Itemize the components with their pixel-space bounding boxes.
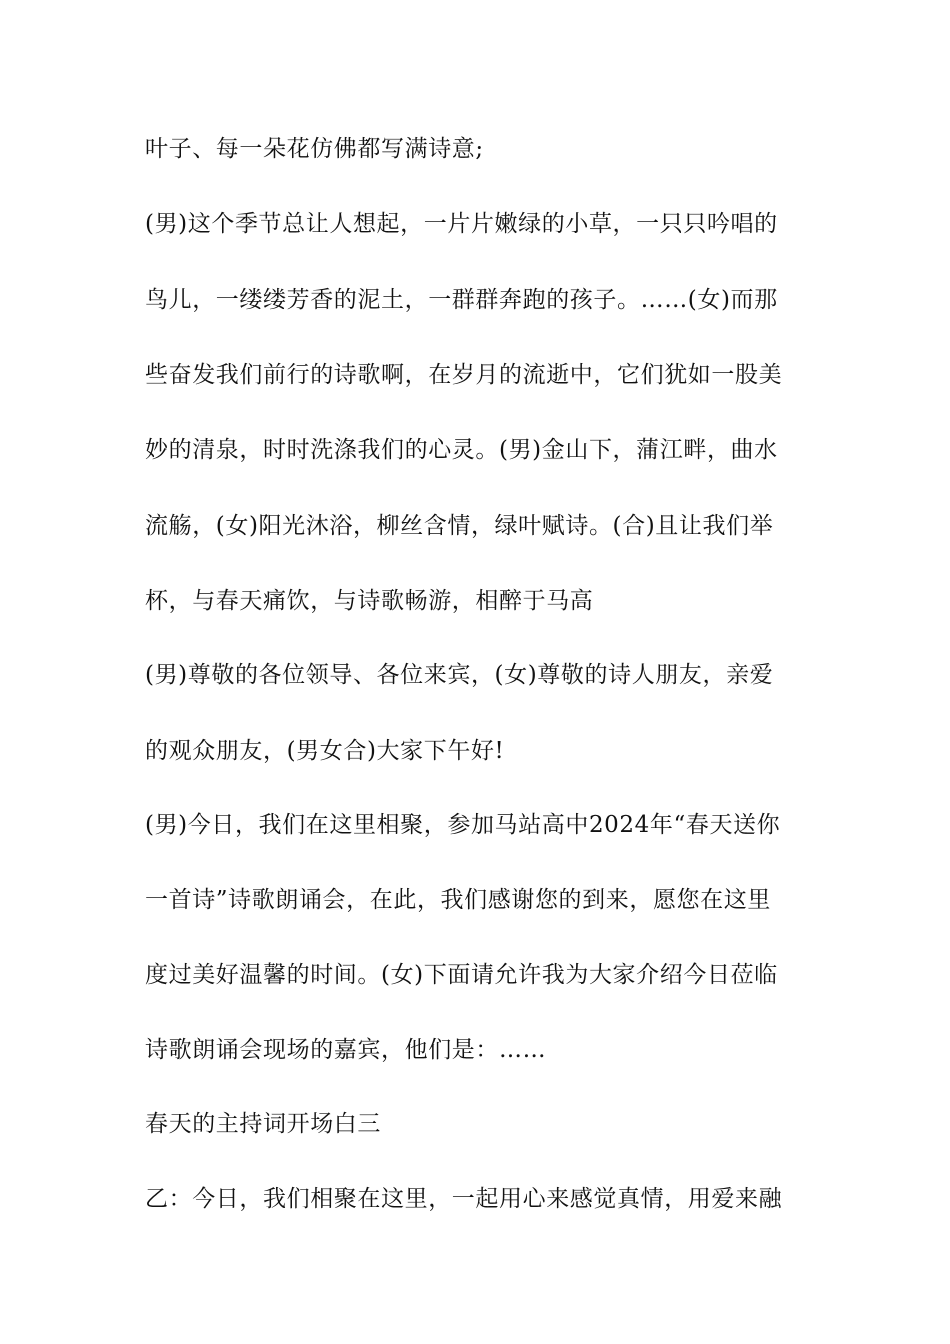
text-line: 流觞，(女)阳光沐浴，柳丝含情，绿叶赋诗。(合)且让我们举	[145, 513, 774, 539]
text-line: (男)今日，我们在这里相聚，参加马站高中2024年“春天送你	[145, 812, 781, 838]
text-line: 诗歌朗诵会现场的嘉宾，他们是：……	[145, 1037, 547, 1063]
text-line: 鸟儿，一缕缕芳香的泥土，一群群奔跑的孩子。……(女)而那	[145, 287, 778, 313]
text-line: 的观众朋友，(男女合)大家下午好!	[145, 738, 505, 764]
text-line: 妙的清泉，时时洗涤我们的心灵。(男)金山下，蒲江畔，曲水	[145, 437, 778, 463]
text-line: 乙：今日，我们相聚在这里，一起用心来感觉真情，用爱来融	[145, 1186, 783, 1212]
text-line: 一首诗”诗歌朗诵会，在此，我们感谢您的到来，愿您在这里	[145, 887, 771, 913]
text-line: (男)尊敬的各位领导、各位来宾，(女)尊敬的诗人朋友，亲爱	[145, 662, 774, 688]
text-line: 度过美好温馨的时间。(女)下面请允许我为大家介绍今日莅临	[145, 962, 778, 988]
text-line: 些奋发我们前行的诗歌啊，在岁月的流逝中，它们犹如一股美	[145, 362, 783, 388]
text-line: 杯，与春天痛饮，与诗歌畅游，相醉于马高	[145, 588, 594, 614]
text-line: (男)这个季节总让人想起，一片片嫩绿的小草，一只只吟唱的	[145, 211, 778, 237]
text-line: 叶子、每一朵花仿佛都写满诗意;	[145, 136, 484, 162]
text-line: 春天的主持词开场白三	[145, 1111, 381, 1137]
